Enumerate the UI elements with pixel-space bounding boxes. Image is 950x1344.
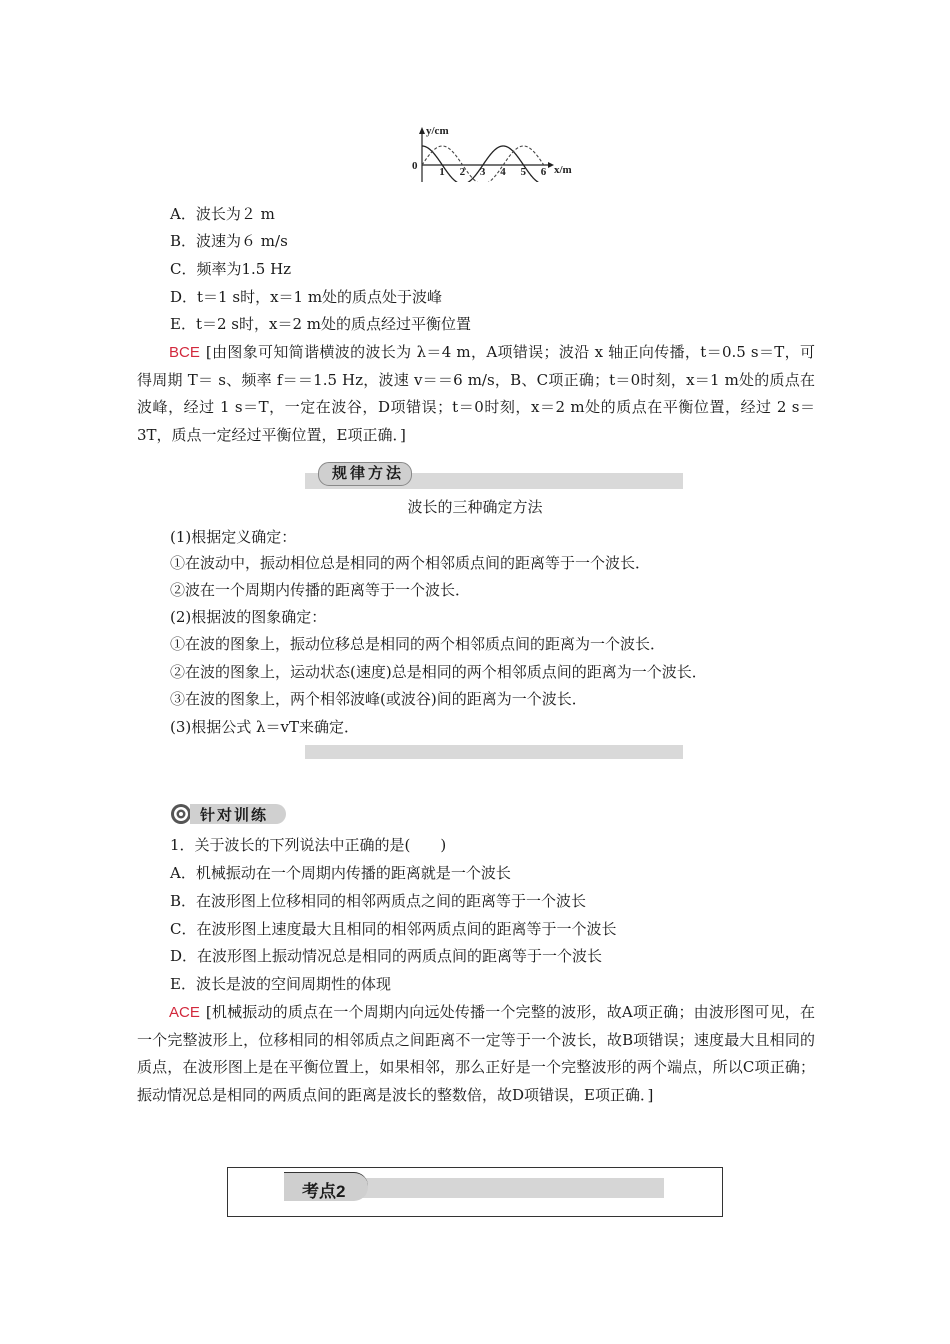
training-option-b: B．在波形图上位移相同的相邻两质点之间的距离等于一个波长: [170, 892, 587, 910]
question-1: 1．关于波长的下列说法中正确的是( ): [170, 836, 447, 854]
x-axis-label: x/m: [554, 164, 572, 176]
option-d: D．t＝1 s时，x＝1 m处的质点处于波峰: [170, 288, 443, 306]
x-tick-label: 2: [459, 166, 466, 178]
x-tick-label: 4: [500, 166, 506, 178]
option-e: E．t＝2 s时，x＝2 m处的质点经过平衡位置: [170, 315, 471, 333]
method-line-6: ②在波的图象上，运动状态(速度)总是相同的两个相邻质点间的距离为一个波长．: [170, 663, 707, 681]
y-axis-label: y/cm: [426, 125, 449, 137]
method-title: 波长的三种确定方法: [407, 498, 543, 516]
target-icon: [170, 803, 192, 825]
x-tick-label: 1: [439, 166, 445, 178]
option-c: C．频率为1.5 Hz: [170, 260, 292, 278]
origin-label: 0: [412, 160, 418, 172]
section-tag: 考点2: [302, 1182, 346, 1201]
method-line-2: ①在波动中，振动相位总是相同的两个相邻质点间的距离等于一个波长．: [170, 554, 651, 572]
x-tick-label: 5: [520, 166, 526, 178]
answer-label: BCE: [169, 344, 200, 361]
x-tick-label: 3: [479, 166, 486, 178]
answer-explanation-2: [137, 999, 815, 1109]
training-option-a: A．机械振动在一个周期内传播的距离就是一个波长: [170, 864, 511, 882]
training-option-c: C．在波形图上速度最大且相同的相邻两质点间的距离等于一个波长: [170, 920, 617, 938]
wave-figure: [408, 122, 578, 182]
training-option-d: D．在波形图上振动情况总是相同的两质点间的距离等于一个波长: [170, 947, 603, 965]
option-a: A．波长为２ m: [170, 205, 275, 223]
method-line-1: (1)根据定义确定：: [170, 528, 297, 546]
method-line-4: (2)根据波的图象确定：: [170, 608, 327, 626]
option-b: B．波速为６ m/s: [170, 232, 288, 250]
y-axis-arrow: [419, 127, 425, 134]
method-line-7: ③在波的图象上，两个相邻波峰(或波谷)间的距离为一个波长．: [170, 690, 587, 708]
method-line-8: (3)根据公式 λ＝vT来确定．: [170, 718, 360, 736]
answer-text-2: [机械振动的质点在一个周期内向远处传播一个完整的波形，故A项正确；由波形图可见，在一个完整波形上，位移相同的相邻质点之间距离不一定等于一个波长，故B项错误；速度最大且相同的质点，在波形图上是在平衡位置上，如果相邻，那么正好是一个完整波形的两个端点，所以C项正确；振动情况总是相同的两质点间的距离是波长的整数倍，故D项错误，E项正确．]: [137, 1003, 815, 1104]
training-tag: 针对训练: [200, 807, 269, 824]
method-line-5: ①在波的图象上，振动位移总是相同的两个相邻质点间的距离为一个波长．: [170, 635, 666, 653]
answer-explanation-1: [137, 339, 815, 449]
answer-text: [由图象可知简谐横波的波长为 λ＝4 m，A项错误；波沿 x 轴正向传播，t＝0.5 s＝T，可得周期 T＝ s、频率 f＝＝1.5 Hz，波速 v＝＝6 m/s，B、C项正确；t＝0时刻，x＝1 m处的质点在波峰，经过 1 s＝T，一定在波谷，D项错误；t＝0时刻，x＝2 m处的质点在平衡位置，经过 2 s＝3T，质点一定经过平衡位置，E项正确．]: [137, 343, 815, 444]
method-line-3: ②波在一个周期内传播的距离等于一个波长．: [170, 581, 471, 599]
method-tag: 规律方法: [332, 465, 405, 482]
x-tick-label: 6: [540, 166, 547, 178]
training-option-e: E．波长是波的空间周期性的体现: [170, 975, 391, 993]
answer-label-2: ACE: [169, 1004, 200, 1021]
method-end-banner: [305, 745, 683, 759]
